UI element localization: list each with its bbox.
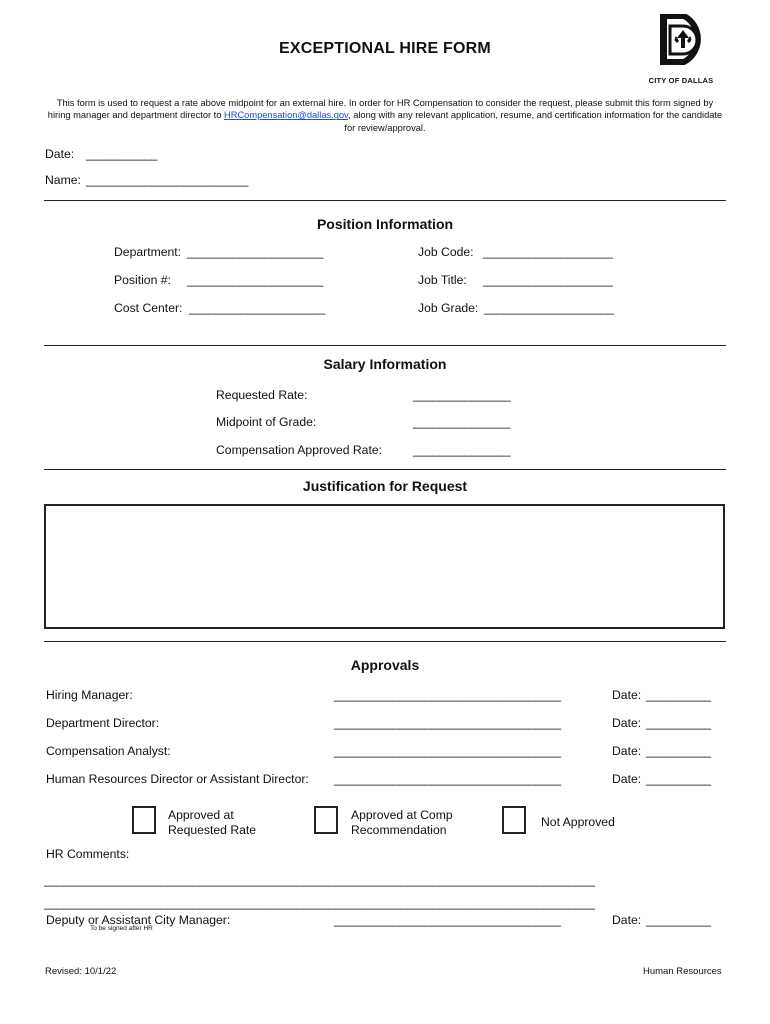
cost-center-label: Cost Center: bbox=[114, 301, 183, 315]
midpoint-of-grade-label: Midpoint of Grade: bbox=[216, 415, 317, 429]
compensation-analyst-label: Compensation Analyst: bbox=[46, 744, 171, 758]
compensation-approved-rate-field[interactable]: _______________ bbox=[413, 443, 511, 457]
deputy-date-field[interactable]: __________ bbox=[646, 913, 711, 927]
date-label: Date: bbox=[45, 147, 75, 161]
not-approved-label: Not Approved bbox=[541, 815, 615, 829]
hr-director-label: Human Resources Director or Assistant Director: bbox=[46, 772, 309, 786]
approved-at-comp-recommendation-label bbox=[351, 808, 453, 837]
hiring-manager-label: Hiring Manager: bbox=[46, 688, 133, 702]
deputy-signature-field[interactable]: ___________________________________ bbox=[334, 913, 561, 927]
requested-rate-field[interactable]: _______________ bbox=[413, 388, 511, 402]
date-field[interactable]: ___________ bbox=[86, 147, 158, 161]
divider bbox=[44, 469, 726, 470]
logo-caption: CITY OF DALLAS bbox=[648, 76, 714, 85]
city-of-dallas-logo bbox=[656, 14, 716, 70]
salary-information-heading: Salary Information bbox=[323, 356, 447, 372]
divider bbox=[44, 345, 726, 346]
job-code-label: Job Code: bbox=[418, 245, 474, 259]
position-number-label: Position #: bbox=[114, 273, 171, 287]
department-director-signature-field[interactable]: ___________________________________ bbox=[334, 716, 561, 730]
hr-comments-line-2[interactable]: _____________________________________________________________________________________ bbox=[44, 896, 595, 910]
justification-textarea[interactable] bbox=[44, 504, 725, 629]
option-label-line-2: Requested Rate bbox=[168, 822, 257, 837]
department-director-date-field[interactable]: __________ bbox=[646, 716, 711, 730]
hiring-manager-date-field[interactable]: __________ bbox=[646, 688, 711, 702]
department-director-date-label: Date: bbox=[612, 716, 642, 730]
dallas-d-icon bbox=[656, 14, 716, 70]
intro-paragraph bbox=[45, 97, 725, 134]
hr-compensation-email-link[interactable]: HRCompensation@dallas.gov bbox=[224, 110, 349, 121]
compensation-analyst-date-label: Date: bbox=[612, 744, 642, 758]
approvals-heading: Approvals bbox=[350, 657, 420, 673]
justification-heading: Justification for Request bbox=[302, 478, 468, 494]
compensation-analyst-date-field[interactable]: __________ bbox=[646, 744, 711, 758]
job-code-field[interactable]: ____________________ bbox=[483, 245, 613, 259]
department-field[interactable]: _____________________ bbox=[187, 245, 324, 259]
intro-text-before: This form is used to request a rate above midpoint for an external hire. In order for HR Compensation to consider the request, please submit this form signed by hiring manager and department director to bbox=[47, 98, 714, 121]
cost-center-field[interactable]: _____________________ bbox=[189, 301, 326, 315]
divider bbox=[44, 641, 726, 642]
intro-text-after: , along with any relevant application, resume, and certification information for the candidate for review/approval. bbox=[344, 110, 723, 133]
position-number-field[interactable]: _____________________ bbox=[187, 273, 324, 287]
deputy-signing-note: To be signed after HR bbox=[90, 925, 153, 932]
divider bbox=[44, 200, 726, 201]
name-label: Name: bbox=[45, 173, 81, 187]
hiring-manager-date-label: Date: bbox=[612, 688, 642, 702]
job-grade-label: Job Grade: bbox=[418, 301, 479, 315]
not-approved-checkbox[interactable] bbox=[502, 806, 526, 834]
hr-director-date-label: Date: bbox=[612, 772, 642, 786]
compensation-analyst-signature-field[interactable]: ___________________________________ bbox=[334, 744, 561, 758]
midpoint-of-grade-field[interactable]: _______________ bbox=[413, 415, 511, 429]
department-footer: Human Resources bbox=[643, 966, 722, 977]
approved-at-requested-rate-label bbox=[168, 808, 256, 837]
department-director-label: Department Director: bbox=[46, 716, 160, 730]
deputy-city-manager-label: Deputy or Assistant City Manager: bbox=[46, 913, 231, 927]
job-grade-field[interactable]: ____________________ bbox=[484, 301, 614, 315]
hr-director-signature-field[interactable]: ___________________________________ bbox=[334, 772, 561, 786]
option-label-line-1: Approved at Comp bbox=[351, 808, 453, 822]
form-title: EXCEPTIONAL HIRE FORM bbox=[279, 40, 491, 57]
hiring-manager-signature-field[interactable]: ___________________________________ bbox=[334, 688, 561, 702]
revised-date: Revised: 10/1/22 bbox=[45, 966, 117, 977]
option-label-line-2: Recommendation bbox=[351, 822, 447, 837]
hr-director-date-field[interactable]: __________ bbox=[646, 772, 711, 786]
name-field[interactable]: _________________________ bbox=[86, 173, 248, 187]
requested-rate-label: Requested Rate: bbox=[216, 388, 308, 402]
deputy-date-label: Date: bbox=[612, 913, 642, 927]
option-label-line-1: Approved at bbox=[168, 808, 234, 822]
position-information-heading: Position Information bbox=[316, 216, 454, 232]
hr-comments-line-1[interactable]: _____________________________________________________________________________________ bbox=[44, 873, 595, 887]
hr-comments-label: HR Comments: bbox=[46, 847, 130, 861]
approved-at-comp-recommendation-checkbox[interactable] bbox=[314, 806, 338, 834]
job-title-label: Job Title: bbox=[418, 273, 467, 287]
approved-at-requested-rate-checkbox[interactable] bbox=[132, 806, 156, 834]
job-title-field[interactable]: ____________________ bbox=[483, 273, 613, 287]
compensation-approved-rate-label: Compensation Approved Rate: bbox=[216, 443, 382, 457]
department-label: Department: bbox=[114, 245, 182, 259]
